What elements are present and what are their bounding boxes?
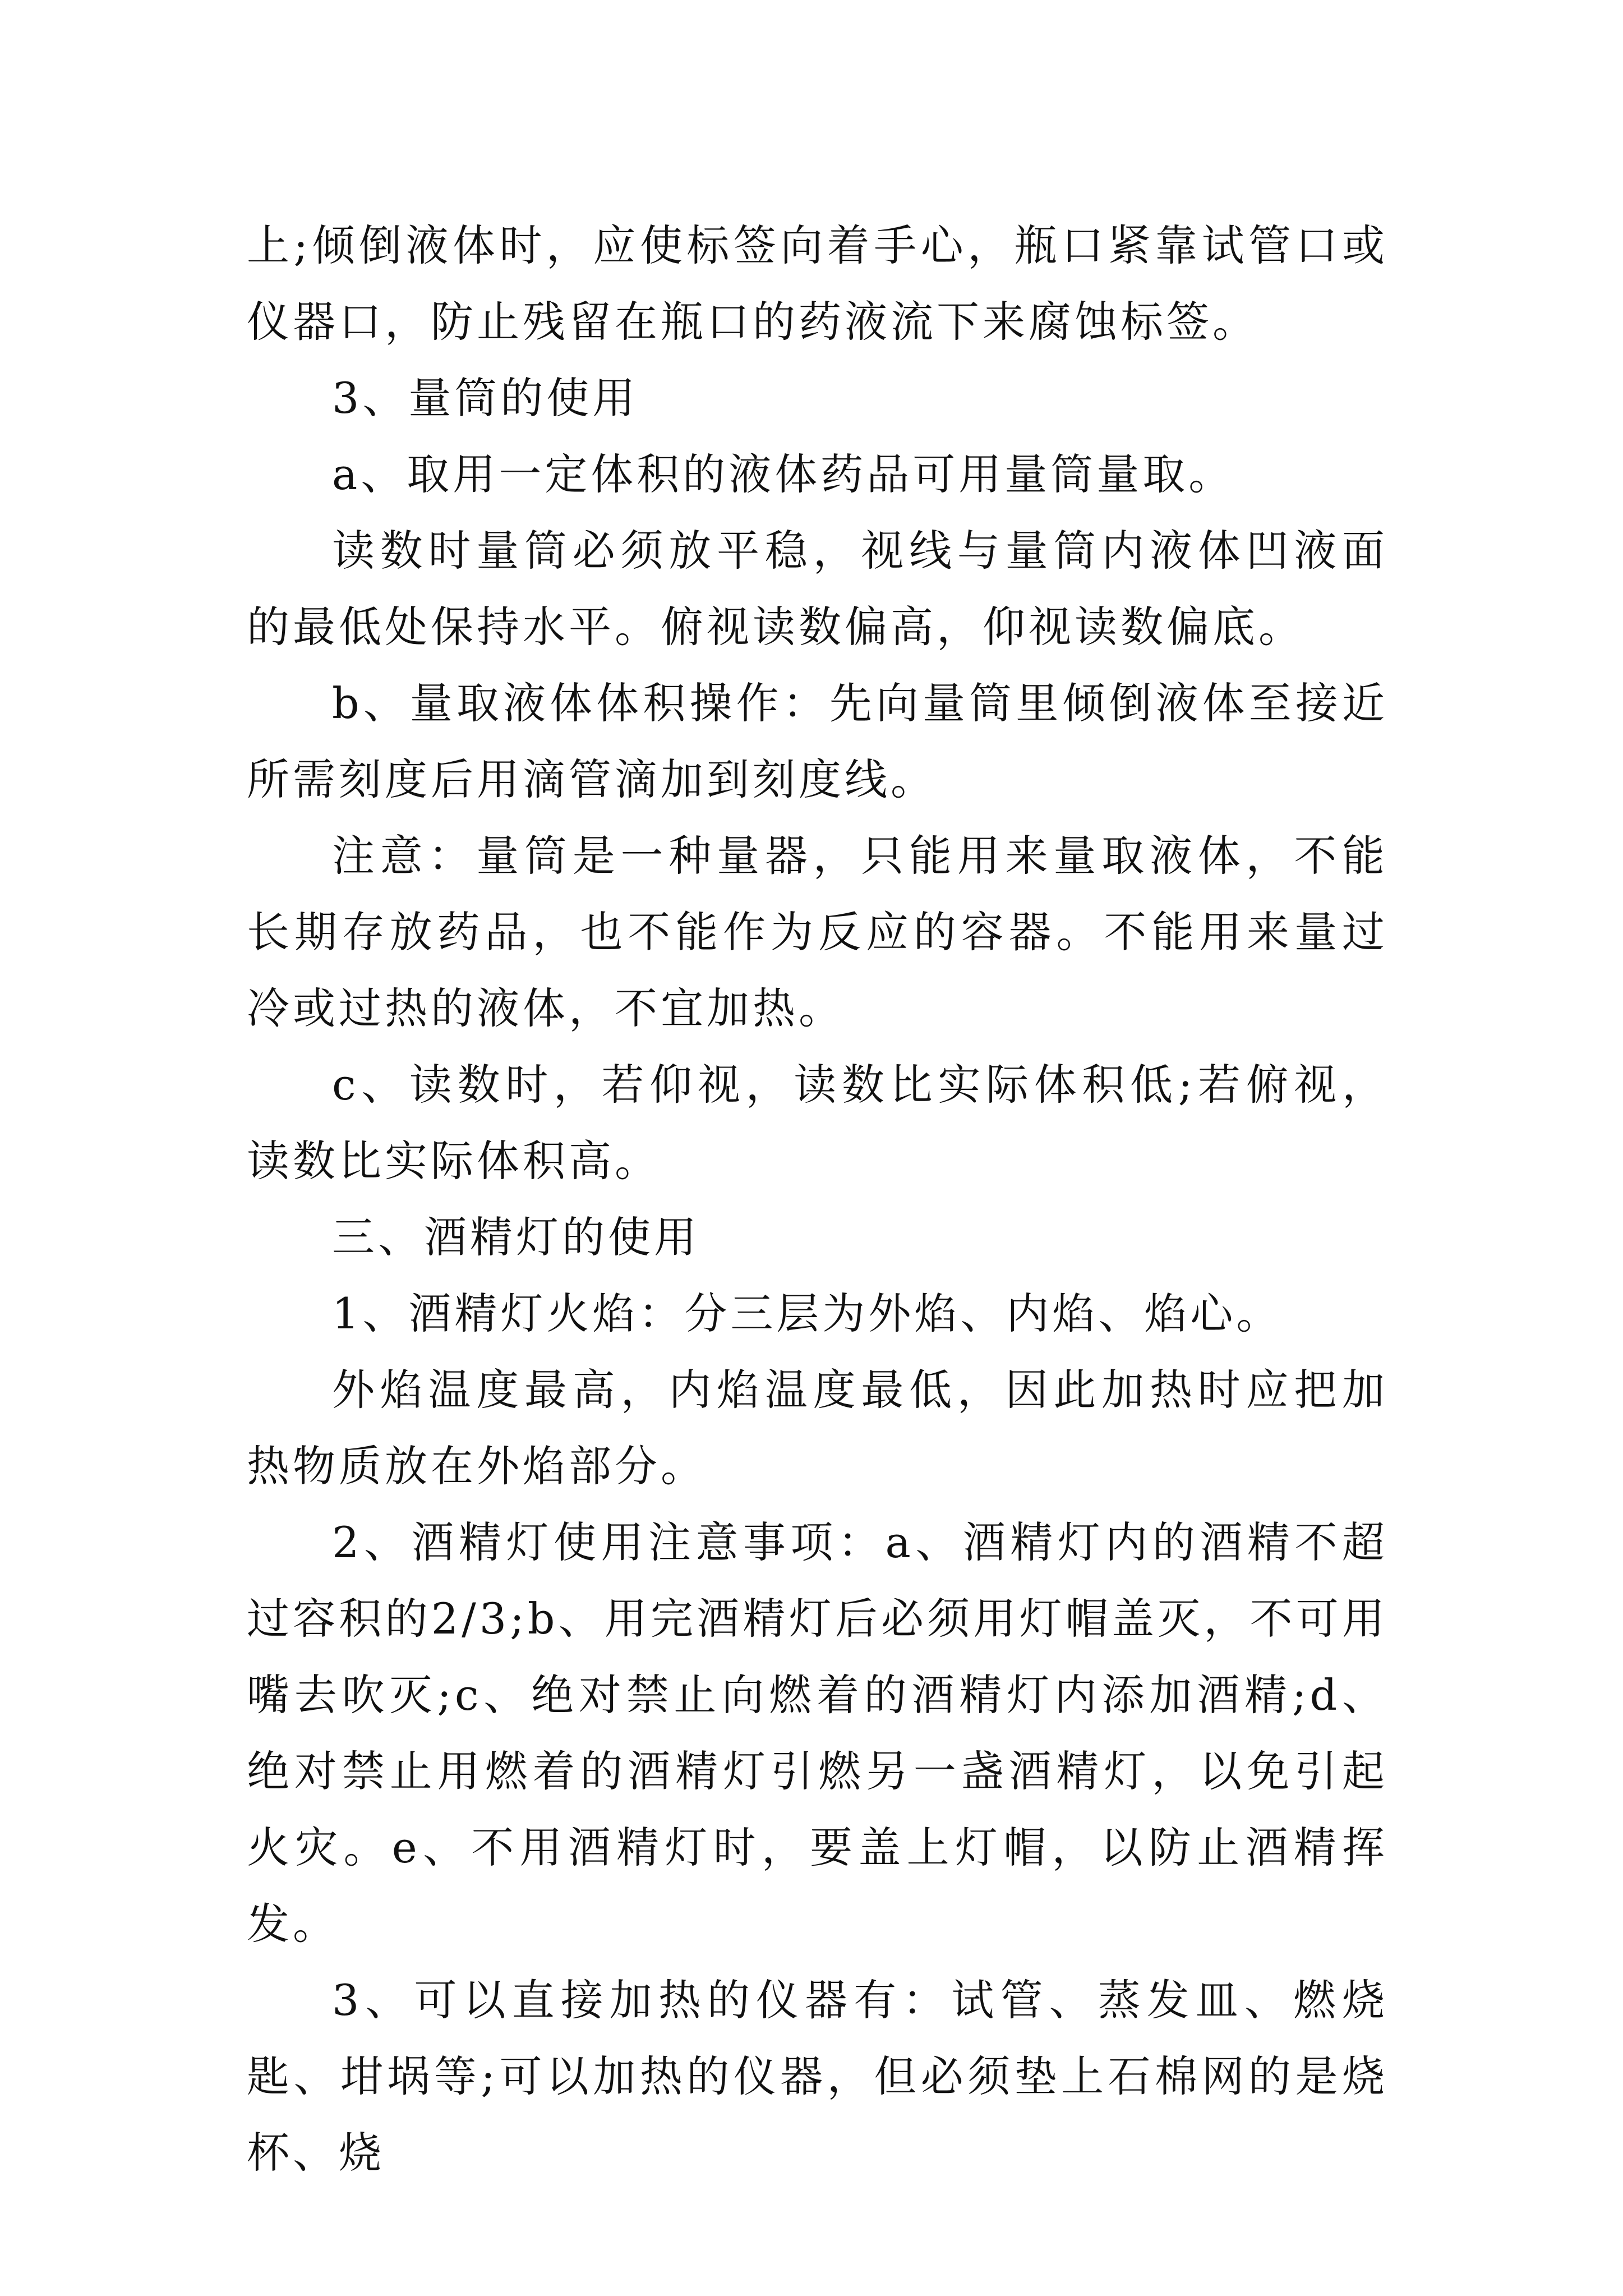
paragraph-cylinder-c: c、读数时，若仰视，读数比实际体积低;若俯视，读数比实际体积高。: [247, 1060, 1388, 1186]
paragraph-heating-instruments: 3、可以直接加热的仪器有：试管、蒸发皿、燃烧匙、坩埚等;可以加热的仪器，但必须垫上石棉网的是烧杯、烧: [247, 1975, 1388, 2178]
paragraph-lamp-temperature: 外焰温度最高，内焰温度最低，因此加热时应把加热物质放在外焰部分。: [247, 1365, 1388, 1491]
heading-graduated-cylinder: 3、量筒的使用: [332, 373, 639, 423]
document-body: [247, 208, 1388, 2191]
paragraph-cylinder-note: 注意：量筒是一种量器，只能用来量取液体，不能长期存放药品，也不能作为反应的容器。不能用来量过冷或过热的液体，不宜加热。: [247, 831, 1388, 1033]
paragraph-lamp-precautions: 2、酒精灯使用注意事项：a、酒精灯内的酒精不超过容积的2/3;b、用完酒精灯后必须用灯帽盖灭，不可用嘴去吹灭;c、绝对禁止向燃着的酒精灯内添加酒精;d、绝对禁止用燃着的酒精灯引燃另一盏酒精灯，以免引起火灾。e、不用酒精灯时，要盖上灯帽，以防止酒精挥发。: [247, 1517, 1388, 1949]
paragraph-cylinder-reading: 读数时量筒必须放平稳，视线与量筒内液体凹液面的最低处保持水平。俯视读数偏高，仰视读数偏底。: [247, 526, 1388, 652]
paragraph-cylinder-a: a、取用一定体积的液体药品可用量筒量取。: [332, 449, 1235, 499]
paragraph-cylinder-b: b、量取液体体积操作：先向量筒里倾倒液体至接近所需刻度后用滴管滴加到刻度线。: [247, 678, 1388, 804]
heading-alcohol-lamp: 三、酒精灯的使用: [332, 1212, 700, 1262]
paragraph-continuation: 上;倾倒液体时，应使标签向着手心，瓶口紧靠试管口或仪器口，防止残留在瓶口的药液流下来腐蚀标签。: [247, 220, 1388, 347]
paragraph-lamp-flame: 1、酒精灯火焰：分三层为外焰、内焰、焰心。: [332, 1289, 1283, 1338]
